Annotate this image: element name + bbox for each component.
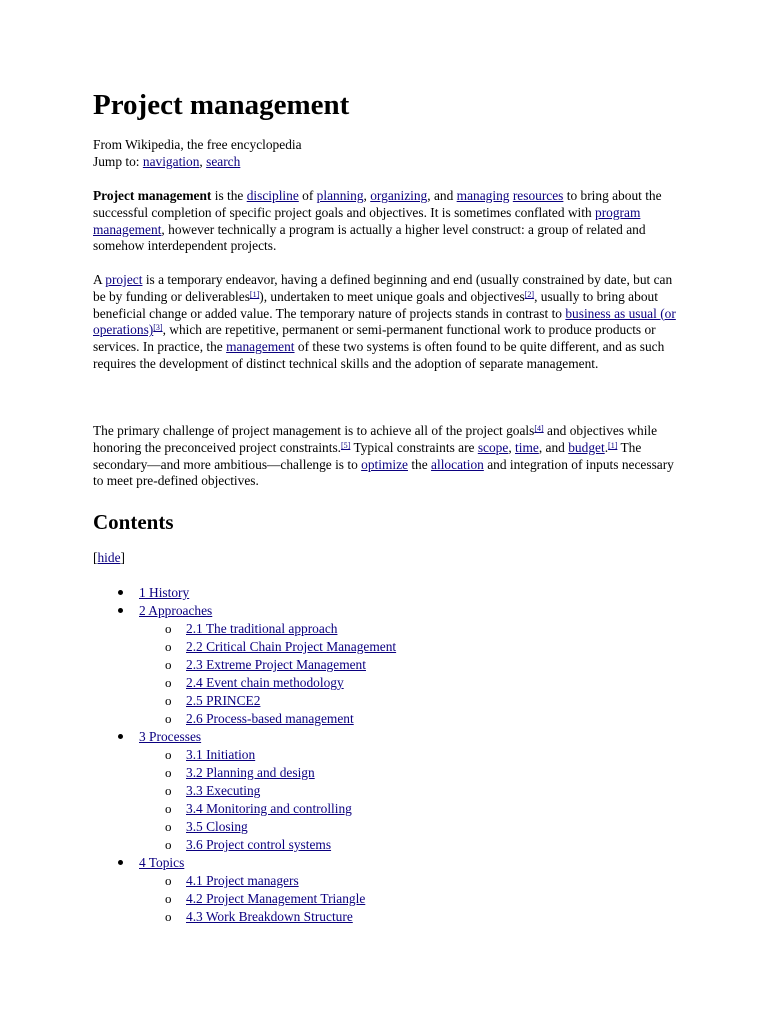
toc-subitem <box>165 764 678 782</box>
link-resources[interactable]: resources <box>512 188 564 203</box>
link-planning[interactable]: planning <box>316 188 364 203</box>
toc-subitem <box>165 710 678 728</box>
toc-link[interactable]: 4.2 Project Management Triangle <box>186 891 366 906</box>
toc-subitem <box>165 782 678 800</box>
text: of these two systems is often found to be quite different, and as such requires the development of distinct technical skills and the adoption of separate management. <box>93 339 665 371</box>
toc-subitem <box>165 746 678 764</box>
jump-navigation-link[interactable]: navigation <box>142 154 200 169</box>
text: , however technically a program is actually a higher level construct: a group of related and somehow interdependent projects. <box>93 221 646 254</box>
text: Typical constraints are <box>350 439 478 455</box>
text: , <box>363 188 371 203</box>
link-discipline[interactable]: discipline <box>246 188 299 203</box>
text: and objectives while honoring the preconceived project constraints. <box>93 423 658 455</box>
text: ), undertaken to meet unique goals and objectives <box>259 288 525 304</box>
jump-links <box>93 154 240 171</box>
link-time[interactable]: time <box>515 439 539 455</box>
text: , and <box>427 188 457 203</box>
toc-subitem <box>165 836 678 854</box>
text: of <box>298 188 317 203</box>
toc-sublist <box>139 872 678 926</box>
link-allocation[interactable]: allocation <box>431 456 484 472</box>
toc-link[interactable]: 4 Topics <box>139 855 185 870</box>
toc-item-approaches <box>118 602 678 728</box>
toc-sublist <box>139 746 678 854</box>
toc-subitem <box>165 818 678 836</box>
link-management[interactable]: management <box>226 339 295 355</box>
text: . <box>604 439 609 455</box>
text: , usually to bring about beneficial change or added value. The temporary nature of projects stands in contrast to <box>93 288 658 321</box>
link-business-as-usual[interactable]: business as usual (or operations) <box>93 305 676 338</box>
toc-link[interactable]: 1 History <box>139 585 190 600</box>
toc-subitem <box>165 638 678 656</box>
toc-subitem <box>165 656 678 674</box>
toc-item-history <box>118 584 678 602</box>
toc-item-topics <box>118 854 678 926</box>
contents-heading: Contents <box>93 510 174 534</box>
toc-link[interactable]: 2.3 Extreme Project Management <box>186 657 366 672</box>
bold-term: Project management <box>93 188 212 203</box>
toc-link[interactable]: 2.2 Critical Chain Project Management <box>186 639 397 654</box>
citation-2[interactable]: [2] <box>524 289 535 299</box>
toc-link[interactable]: 3.2 Planning and design <box>186 765 315 780</box>
toc-subitem <box>165 674 678 692</box>
link-program-management[interactable]: program management <box>93 204 641 237</box>
toc-subitem <box>165 692 678 710</box>
toc-link[interactable]: 3.3 Executing <box>186 783 261 798</box>
page-title: Project management <box>93 89 350 121</box>
text: to bring about the successful completion of specific project goals and objectives. It is sometimes conflated with <box>93 188 662 220</box>
intro-paragraph-1 <box>93 188 683 255</box>
toc-link[interactable]: 2.5 PRINCE2 <box>186 693 261 708</box>
link-organizing[interactable]: organizing <box>370 188 428 203</box>
toc-link[interactable]: 3.1 Initiation <box>186 747 256 762</box>
toc-link[interactable]: 4.1 Project managers <box>186 873 299 888</box>
toc-subitem <box>165 800 678 818</box>
text: , which are repetitive, permanent or semi-permanent functional work to produce products or services. In practice, the <box>93 322 656 355</box>
link-budget[interactable]: budget <box>568 439 605 455</box>
intro-paragraph-2 <box>93 272 683 373</box>
toc-subitem <box>165 620 678 638</box>
toc-link[interactable]: 2.1 The traditional approach <box>186 621 338 636</box>
toc-link[interactable]: 3.6 Project control systems <box>186 837 332 852</box>
toc-link[interactable]: 3.4 Monitoring and controlling <box>186 801 352 816</box>
toc-item-processes <box>118 728 678 854</box>
text: , and <box>538 439 569 455</box>
toc-link[interactable]: 3.5 Closing <box>186 819 248 834</box>
link-project[interactable]: project <box>105 272 143 287</box>
intro-paragraph-3 <box>93 423 683 490</box>
toc-link[interactable]: 2.4 Event chain methodology <box>186 675 344 690</box>
jump-prefix: Jump to: <box>93 154 140 169</box>
link-managing[interactable]: managing <box>456 188 510 203</box>
table-of-contents <box>118 584 678 926</box>
citation-1[interactable]: [1] <box>249 289 260 299</box>
text: The secondary—and more ambitious—challenge is to <box>93 439 642 472</box>
text: and integration of inputs necessary to meet pre-defined objectives. <box>93 456 674 489</box>
toc-sublist <box>139 620 678 728</box>
hide-toc-link[interactable]: hide <box>97 550 121 565</box>
jump-separator: , <box>199 154 203 169</box>
toc-subitem <box>165 872 678 890</box>
citation-5[interactable]: [5] <box>341 440 351 450</box>
bracket: ] <box>120 550 125 565</box>
citation-1b[interactable]: [1] <box>608 440 618 450</box>
toc-toggle <box>93 550 125 567</box>
toc-link[interactable]: 3 Processes <box>139 729 202 744</box>
link-scope[interactable]: scope <box>477 439 509 455</box>
citation-4[interactable]: [4] <box>534 424 544 433</box>
citation-3[interactable]: [3] <box>153 323 163 333</box>
toc-subitem <box>165 908 678 926</box>
toc-subitem <box>165 890 678 908</box>
text: the <box>407 456 432 472</box>
toc-link[interactable]: 2 Approaches <box>139 603 213 618</box>
text: The primary challenge of project management is to achieve all of the project goals <box>93 423 535 438</box>
jump-search-link[interactable]: search <box>206 154 241 169</box>
toc-link[interactable]: 2.6 Process-based management <box>186 711 354 726</box>
text: , <box>508 439 516 455</box>
link-optimize[interactable]: optimize <box>361 456 408 472</box>
site-subtitle: From Wikipedia, the free encyclopedia <box>93 137 302 152</box>
bracket: [ <box>93 550 98 565</box>
text: is a temporary endeavor, having a defined beginning and end (usually constrained by date, but can be by funding or deliverables <box>93 272 673 304</box>
text: is the <box>211 188 247 203</box>
text: A <box>93 272 106 287</box>
toc-link[interactable]: 4.3 Work Breakdown Structure <box>186 909 353 924</box>
